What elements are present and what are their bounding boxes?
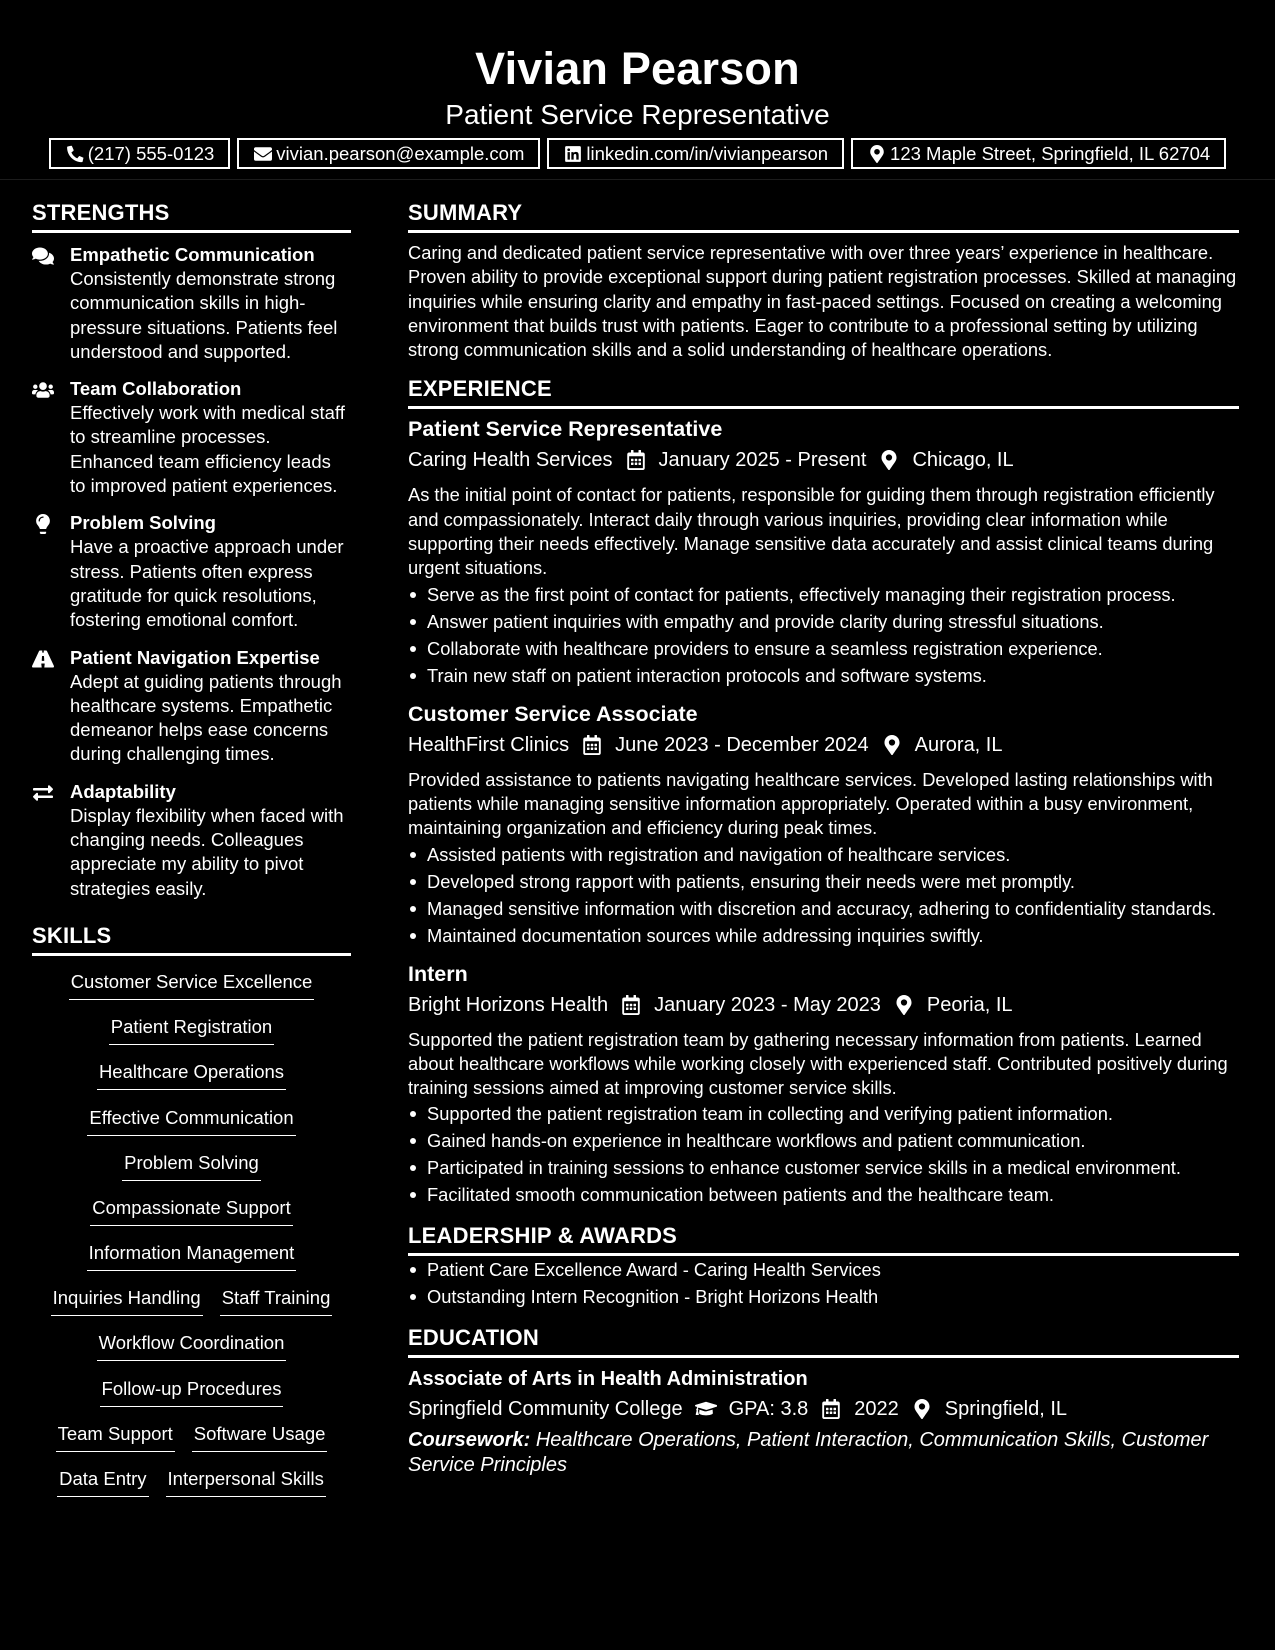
bullet-item: Train new staff on patient interaction protocols and software systems.: [408, 664, 1239, 688]
strength-desc: Display flexibility when faced with changing needs. Colleagues appreciate my ability to pivot strategies easily.: [70, 804, 344, 899]
skill-tag: Patient Registration: [109, 1015, 274, 1045]
skill-tag: Software Usage: [192, 1422, 328, 1452]
degree-title: Associate of Arts in Health Administration: [408, 1368, 808, 1391]
lightbulb-icon: [32, 511, 70, 632]
strength-name: Empathetic Communication: [70, 244, 315, 265]
contact-bar: [0, 138, 1275, 169]
job-dates: January 2025 - Present: [658, 449, 867, 472]
contact-address[interactable]: [851, 138, 1226, 169]
users-icon: [32, 377, 70, 498]
skill-row: [32, 1015, 351, 1060]
skill-row: [32, 1060, 351, 1105]
bullet-item: Assisted patients with registration and navigation of healthcare services.: [408, 843, 1239, 867]
job-title: Patient Service Representative: [408, 417, 723, 442]
map-marker-icon: [867, 144, 887, 164]
strengths-list: [32, 243, 351, 901]
skill-row: [32, 1422, 351, 1467]
job-entry: [408, 415, 1239, 687]
job-bullets: [408, 1102, 1239, 1207]
bullet-item: Facilitated smooth communication between patients and the healthcare team.: [408, 1183, 1239, 1207]
envelope-icon: [253, 144, 273, 164]
skill-tag: Information Management: [87, 1241, 297, 1271]
job-dates: June 2023 - December 2024: [615, 733, 869, 756]
job-location: Peoria, IL: [926, 993, 1013, 1016]
job-bullets: [408, 843, 1239, 948]
skill-tag: Customer Service Excellence: [69, 970, 315, 1000]
skill-tag: Compassionate Support: [90, 1196, 292, 1226]
education-heading: EDUCATION: [408, 1323, 1239, 1358]
calendar-icon: [820, 1398, 842, 1420]
award-item: Patient Care Excellence Award - Caring Health Services: [408, 1258, 1239, 1282]
strength-desc: Effectively work with medical staff to streamline processes. Enhanced team efficiency leads to improved patient experiences.: [70, 402, 345, 497]
job-location: Chicago, IL: [912, 449, 1014, 472]
skill-row: [32, 1331, 351, 1376]
job-company: Caring Health Services: [408, 449, 613, 472]
school-location: Springfield, IL: [944, 1398, 1068, 1421]
candidate-name: Vivian Pearson: [475, 43, 800, 94]
job-entry: [408, 960, 1239, 1208]
skill-tag: Interpersonal Skills: [166, 1467, 326, 1497]
skill-tag: Staff Training: [220, 1286, 333, 1316]
bullet-item: Serve as the first point of contact for patients, effectively managing their registration process.: [408, 583, 1239, 607]
skills-heading: SKILLS: [32, 921, 351, 956]
job-description: As the initial point of contact for patients, responsible for guiding them through registration efficiently and compassionately. Interact daily through various inquiries, providing clear information while supporting their needs effectively. Manage sensitive data accurately and assist clinical teams during urgent situations.: [408, 484, 1215, 579]
contact-email-text: vivian.pearson@example.com: [276, 142, 525, 164]
strength-name: Patient Navigation Expertise: [70, 646, 320, 668]
coursework-text: Healthcare Operations, Patient Interaction, Communication Skills, Customer Service Principles: [408, 1429, 1209, 1476]
calendar-icon: [581, 734, 603, 756]
job-location: Aurora, IL: [914, 733, 1003, 756]
strength-desc: Adept at guiding patients through healthcare systems. Empathetic demeanor helps ease concerns during challenging times.: [70, 670, 342, 765]
bullet-item: Developed strong rapport with patients, ensuring their needs were met promptly.: [408, 870, 1239, 894]
skill-row: [32, 1377, 351, 1422]
education-meta: [408, 1394, 1239, 1424]
strength-item: [32, 377, 351, 498]
skill-tag: Inquiries Handling: [51, 1286, 203, 1316]
skill-tag: Healthcare Operations: [97, 1060, 286, 1090]
resume-header: [0, 0, 1275, 180]
coursework: [408, 1428, 1239, 1477]
strength-name: Adaptability: [70, 780, 176, 802]
bullet-item: Supported the patient registration team in collecting and verifying patient information.: [408, 1102, 1239, 1126]
job-meta: [408, 445, 1239, 475]
leadership-heading: LEADERSHIP & AWARDS: [408, 1221, 1239, 1256]
job-bullets: [408, 583, 1239, 688]
left-column: [32, 198, 351, 1512]
road-icon: [32, 646, 70, 767]
job-description: Provided assistance to patients navigating healthcare services. Developed lasting relationships with patients while managing sensitive information appropriately. Operated within a busy environment, maintaining organization and efficiency during peak times.: [408, 768, 1213, 839]
skill-row: [32, 1286, 351, 1331]
map-marker-icon: [878, 449, 900, 471]
summary-heading: SUMMARY: [408, 198, 1239, 233]
job-company: Bright Horizons Health: [408, 993, 609, 1016]
contact-email[interactable]: [237, 138, 540, 169]
phone-icon: [65, 144, 85, 164]
job-meta: [408, 730, 1239, 760]
strength-item: [32, 243, 351, 364]
bullet-item: Collaborate with healthcare providers to ensure a seamless registration experience.: [408, 637, 1239, 661]
skill-row: [32, 1106, 351, 1151]
job-dates: January 2023 - May 2023: [654, 993, 881, 1016]
strength-desc: Consistently demonstrate strong communication skills in high-pressure situations. Patients feel understood and supported.: [70, 268, 338, 362]
map-marker-icon: [911, 1398, 933, 1420]
right-column: [408, 198, 1239, 1477]
summary-text: Caring and dedicated patient service representative with over three years’ experience in healthcare. Proven ability to provide exceptional support during patient registration processes. Skilled at managing inquiries while ensuring clarity and empathy in fast-paced settings. Focused on creating a welcoming environment that builds trust with patients. Eager to contribute to a professional setting by utilizing strong communication skills and a solid understanding of healthcare operations.: [408, 242, 1237, 361]
calendar-icon: [620, 994, 642, 1016]
job-title: Customer Service Associate: [408, 701, 698, 726]
skill-row: [32, 1151, 351, 1196]
contact-address-text: 123 Maple Street, Springfield, IL 62704: [890, 142, 1211, 164]
strengths-heading: STRENGTHS: [32, 198, 351, 233]
job-entry: [408, 700, 1239, 948]
strength-desc: Have a proactive approach under stress. Patients often express gratitude for quick resolutions, fostering emotional comfort.: [70, 536, 344, 631]
job-description: Supported the patient registration team by gathering necessary information from patients. Learned about healthcare workflows while working closely with experienced staff. Contributed positively during training sessions aimed at improving customer service skills.: [408, 1028, 1228, 1099]
skill-tag: Follow-up Procedures: [100, 1377, 284, 1407]
job-title: Intern: [408, 961, 468, 986]
leadership-list: [408, 1258, 1239, 1309]
job-company: HealthFirst Clinics: [408, 733, 570, 756]
graduation-cap-icon: [695, 1398, 717, 1420]
contact-linkedin[interactable]: [547, 138, 844, 169]
strength-name: Problem Solving: [70, 512, 216, 534]
exchange-icon: [32, 780, 70, 901]
bullet-item: Gained hands-on experience in healthcare workflows and patient communication.: [408, 1129, 1239, 1153]
skill-tag: Workflow Coordination: [97, 1331, 287, 1361]
strength-item: [32, 646, 351, 767]
school-name: Springfield Community College: [408, 1398, 683, 1421]
skill-tag: Team Support: [56, 1422, 175, 1452]
bullet-item: Managed sensitive information with discretion and accuracy, adhering to confidentiality standards.: [408, 897, 1239, 921]
map-marker-icon: [893, 994, 915, 1016]
calendar-icon: [625, 449, 647, 471]
contact-phone-text: (217) 555-0123: [87, 142, 215, 164]
strength-item: [32, 780, 351, 901]
skill-row: [32, 1467, 351, 1512]
skill-row: [32, 970, 351, 1015]
graduation-year: 2022: [854, 1398, 899, 1421]
bullet-item: Answer patient inquiries with empathy and provide clarity during stressful situations.: [408, 610, 1239, 634]
strength-name: Team Collaboration: [70, 378, 242, 400]
award-item: Outstanding Intern Recognition - Bright Horizons Health: [408, 1285, 1239, 1309]
contact-phone[interactable]: [49, 138, 231, 169]
bullet-item: Participated in training sessions to enhance customer service skills in a medical environment.: [408, 1156, 1239, 1180]
skill-tag: Problem Solving: [122, 1151, 261, 1181]
coursework-label: Coursework:: [408, 1429, 531, 1452]
linkedin-icon: [563, 144, 583, 164]
map-marker-icon: [881, 734, 903, 756]
skill-row: [32, 1196, 351, 1241]
skill-tag: Effective Communication: [87, 1106, 295, 1136]
contact-linkedin-text: linkedin.com/in/vivianpearson: [586, 142, 829, 164]
experience-heading: EXPERIENCE: [408, 374, 1239, 409]
gpa: GPA: 3.8: [728, 1398, 809, 1421]
job-meta: [408, 990, 1239, 1020]
strength-item: [32, 511, 351, 632]
skill-row: [32, 1241, 351, 1286]
skills-list: [32, 970, 351, 1512]
bullet-item: Maintained documentation sources while addressing inquiries swiftly.: [408, 924, 1239, 948]
skill-tag: Data Entry: [57, 1467, 148, 1497]
comments-icon: [32, 243, 70, 364]
candidate-title: Patient Service Representative: [445, 99, 830, 130]
